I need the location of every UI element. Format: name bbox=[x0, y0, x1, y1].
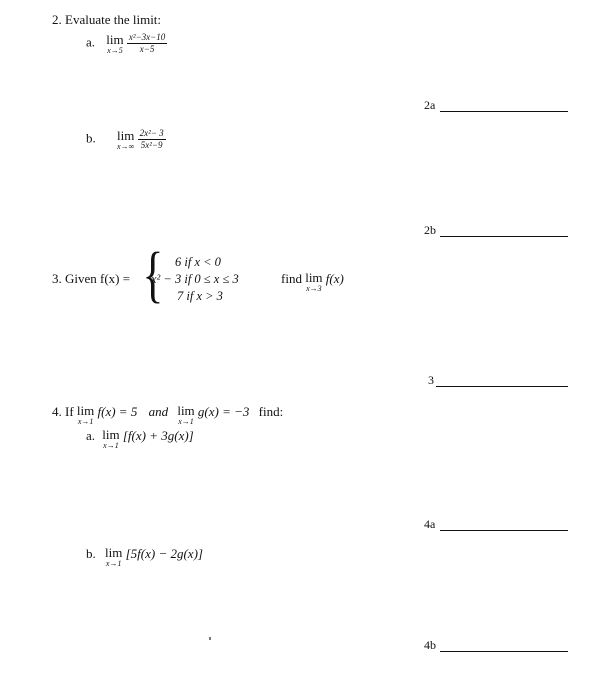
function-f-of-x: f(x) bbox=[325, 271, 344, 286]
problem-4b bbox=[86, 546, 203, 568]
lim-subscript: x→3 bbox=[306, 284, 322, 293]
problem-4b-expression: [5f(x) − 2g(x)] bbox=[125, 546, 203, 561]
lim-subscript: x→1 bbox=[178, 417, 194, 426]
problem-2a bbox=[86, 32, 167, 55]
answer-2b-line[interactable] bbox=[440, 236, 568, 237]
find-word: find: bbox=[258, 404, 284, 419]
lim-word: lim bbox=[305, 270, 323, 285]
problem-4a-label: a. bbox=[86, 428, 96, 443]
piecewise-case-3: 7 if x > 3 bbox=[177, 289, 223, 303]
fraction-denominator: x−5 bbox=[139, 44, 155, 54]
problem-2-heading: 2. Evaluate the limit: bbox=[52, 12, 162, 27]
answer-2a-label: 2a bbox=[424, 98, 436, 112]
lim-word: lim bbox=[106, 31, 124, 47]
lim-word: lim bbox=[177, 403, 195, 418]
stray-mark bbox=[209, 637, 211, 640]
problem-2b-limit bbox=[117, 129, 134, 151]
problem-4b-limit bbox=[105, 546, 122, 568]
lim-subscript: x→1 bbox=[77, 417, 94, 426]
piecewise-case-1: 6 if x < 0 bbox=[175, 255, 221, 269]
given-f-limit: f(x) = 5 bbox=[97, 404, 138, 419]
answer-4b-line[interactable] bbox=[440, 651, 568, 652]
lim-word: lim bbox=[76, 403, 95, 418]
problem-3-find bbox=[281, 271, 344, 293]
and-word: and bbox=[148, 404, 169, 419]
given-g-limit: g(x) = −3 bbox=[197, 404, 250, 419]
problem-4a bbox=[86, 428, 194, 450]
lim-subscript: x→5 bbox=[107, 45, 123, 55]
answer-2a-line[interactable] bbox=[440, 111, 568, 112]
problem-2b-fraction bbox=[138, 128, 166, 151]
fraction-denominator: 5x²−9 bbox=[140, 140, 163, 150]
lim-word: lim bbox=[102, 427, 120, 442]
problem-4-intro bbox=[52, 404, 283, 426]
problem-2a-fraction bbox=[127, 32, 167, 55]
problem-2a-label: a. bbox=[86, 34, 96, 50]
fraction-numerator: 2x²− 3 bbox=[139, 128, 164, 138]
problem-2b bbox=[86, 128, 166, 151]
problem-4b-label: b. bbox=[86, 546, 96, 561]
answer-3-label: 3 bbox=[428, 373, 434, 387]
lim-subscript: x→1 bbox=[105, 559, 122, 568]
problem-3-prefix: 3. Given f(x) = bbox=[52, 271, 131, 286]
lim-subscript: x→∞ bbox=[117, 141, 135, 151]
answer-2b-label: 2b bbox=[424, 223, 436, 237]
problem-4a-expression: [f(x) + 3g(x)] bbox=[122, 428, 194, 443]
problem-2a-limit bbox=[106, 33, 123, 55]
piecewise-brace: { bbox=[142, 241, 164, 309]
answer-3-line[interactable] bbox=[436, 386, 568, 387]
lim-word: lim bbox=[105, 545, 123, 560]
problem-4-prefix: 4. If bbox=[52, 404, 74, 419]
answer-4a-line[interactable] bbox=[440, 530, 568, 531]
answer-4a-label: 4a bbox=[424, 517, 436, 531]
problem-3-limit bbox=[305, 271, 322, 293]
problem-2b-label: b. bbox=[86, 130, 96, 146]
piecewise-case-2: x² − 3 if 0 ≤ x ≤ 3 bbox=[151, 272, 239, 286]
lim-subscript: x→1 bbox=[103, 441, 119, 450]
answer-4b-label: 4b bbox=[424, 638, 436, 652]
lim-word: lim bbox=[117, 127, 135, 143]
problem-4-limit-f bbox=[77, 404, 94, 426]
find-word: find bbox=[281, 271, 302, 286]
fraction-numerator: x²−3x−10 bbox=[128, 32, 166, 42]
problem-4a-limit bbox=[102, 428, 119, 450]
problem-4-limit-g bbox=[177, 404, 194, 426]
